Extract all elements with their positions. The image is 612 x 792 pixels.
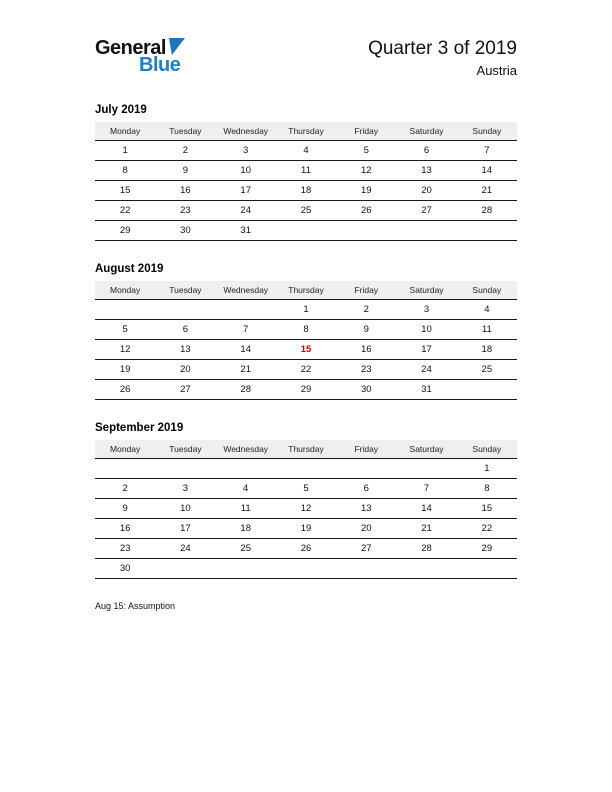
day-cell: 28 <box>396 539 456 559</box>
empty-day-cell <box>95 459 155 479</box>
week-row <box>95 161 517 181</box>
day-cell: 4 <box>457 300 517 320</box>
day-cell: 17 <box>155 519 215 539</box>
title-block <box>368 38 517 78</box>
day-cell: 30 <box>155 221 215 241</box>
weekday-header: Monday <box>95 122 155 141</box>
day-cell: 13 <box>155 340 215 360</box>
weekday-header: Sunday <box>457 440 517 459</box>
day-cell: 22 <box>276 360 336 380</box>
day-cell: 1 <box>457 459 517 479</box>
empty-day-cell <box>336 221 396 241</box>
day-cell: 2 <box>95 479 155 499</box>
week-row <box>95 360 517 380</box>
general-blue-logo <box>95 38 185 75</box>
day-cell: 26 <box>336 201 396 221</box>
empty-day-cell <box>276 559 336 579</box>
weekday-header: Friday <box>336 440 396 459</box>
day-cell: 11 <box>216 499 276 519</box>
empty-day-cell <box>396 221 456 241</box>
week-row <box>95 141 517 161</box>
day-cell: 6 <box>155 320 215 340</box>
weekday-header: Saturday <box>396 281 456 300</box>
month-title: July 2019 <box>95 104 147 116</box>
day-cell: 18 <box>457 340 517 360</box>
day-cell: 16 <box>95 519 155 539</box>
day-cell: 15 <box>276 340 336 360</box>
day-cell: 31 <box>396 380 456 400</box>
day-cell: 30 <box>95 559 155 579</box>
empty-day-cell <box>216 300 276 320</box>
month-section-august <box>95 263 517 400</box>
day-cell: 29 <box>457 539 517 559</box>
empty-day-cell <box>155 300 215 320</box>
day-cell: 31 <box>216 221 276 241</box>
month-section-september <box>95 422 517 579</box>
weekday-header-row <box>95 440 517 459</box>
day-cell: 13 <box>336 499 396 519</box>
day-cell: 18 <box>276 181 336 201</box>
day-cell: 7 <box>396 479 456 499</box>
day-cell: 6 <box>336 479 396 499</box>
page-header <box>95 38 517 78</box>
day-cell: 3 <box>396 300 456 320</box>
day-cell: 22 <box>95 201 155 221</box>
week-row <box>95 459 517 479</box>
weekday-header: Friday <box>336 281 396 300</box>
day-cell: 26 <box>276 539 336 559</box>
day-cell: 10 <box>396 320 456 340</box>
week-row <box>95 519 517 539</box>
day-cell: 25 <box>457 360 517 380</box>
day-cell: 21 <box>457 181 517 201</box>
logo-text-general: General <box>95 37 166 59</box>
month-title: August 2019 <box>95 263 164 275</box>
empty-day-cell <box>336 459 396 479</box>
weekday-header: Wednesday <box>216 122 276 141</box>
logo-text-blue: Blue <box>139 54 181 76</box>
empty-day-cell <box>276 459 336 479</box>
weekday-header-row <box>95 281 517 300</box>
day-cell: 5 <box>276 479 336 499</box>
week-row <box>95 320 517 340</box>
day-cell: 25 <box>276 201 336 221</box>
empty-day-cell <box>336 559 396 579</box>
day-cell: 5 <box>95 320 155 340</box>
day-cell: 27 <box>336 539 396 559</box>
day-cell: 23 <box>155 201 215 221</box>
day-cell: 24 <box>155 539 215 559</box>
day-cell: 20 <box>336 519 396 539</box>
empty-day-cell <box>457 221 517 241</box>
day-cell: 30 <box>336 380 396 400</box>
day-cell: 12 <box>276 499 336 519</box>
day-cell: 19 <box>95 360 155 380</box>
week-row <box>95 181 517 201</box>
day-cell: 9 <box>95 499 155 519</box>
day-cell: 1 <box>95 141 155 161</box>
day-cell: 10 <box>155 499 215 519</box>
weekday-header: Tuesday <box>155 122 215 141</box>
month-table-september <box>95 440 517 579</box>
empty-day-cell <box>155 559 215 579</box>
day-cell: 7 <box>216 320 276 340</box>
holiday-footnote: Aug 15: Assumption <box>95 601 176 611</box>
week-row <box>95 479 517 499</box>
weekday-header: Sunday <box>457 281 517 300</box>
day-cell: 5 <box>336 141 396 161</box>
day-cell: 3 <box>216 141 276 161</box>
weekday-header: Saturday <box>396 440 456 459</box>
month-section-july <box>95 104 517 241</box>
day-cell: 17 <box>216 181 276 201</box>
day-cell: 6 <box>396 141 456 161</box>
day-cell: 11 <box>457 320 517 340</box>
day-cell: 25 <box>216 539 276 559</box>
day-cell: 9 <box>336 320 396 340</box>
empty-day-cell <box>396 459 456 479</box>
day-cell: 9 <box>155 161 215 181</box>
month-table-july <box>95 122 517 241</box>
day-cell: 14 <box>216 340 276 360</box>
day-cell: 19 <box>336 181 396 201</box>
day-cell: 8 <box>95 161 155 181</box>
month-title: September 2019 <box>95 422 184 434</box>
weekday-header: Monday <box>95 440 155 459</box>
logo-flag-icon <box>169 38 185 55</box>
weekday-header-row <box>95 122 517 141</box>
day-cell: 8 <box>457 479 517 499</box>
weekday-header: Wednesday <box>216 440 276 459</box>
day-cell: 2 <box>336 300 396 320</box>
week-row <box>95 300 517 320</box>
month-table-august <box>95 281 517 400</box>
day-cell: 19 <box>276 519 336 539</box>
week-row <box>95 221 517 241</box>
empty-day-cell <box>95 300 155 320</box>
day-cell: 14 <box>457 161 517 181</box>
day-cell: 12 <box>95 340 155 360</box>
week-row <box>95 340 517 360</box>
weekday-header: Tuesday <box>155 281 215 300</box>
weekday-header: Sunday <box>457 122 517 141</box>
day-cell: 13 <box>396 161 456 181</box>
day-cell: 26 <box>95 380 155 400</box>
day-cell: 12 <box>336 161 396 181</box>
week-row <box>95 559 517 579</box>
day-cell: 15 <box>457 499 517 519</box>
day-cell: 17 <box>396 340 456 360</box>
page-subtitle: Austria <box>476 63 517 78</box>
day-cell: 29 <box>95 221 155 241</box>
day-cell: 28 <box>216 380 276 400</box>
day-cell: 22 <box>457 519 517 539</box>
empty-day-cell <box>457 559 517 579</box>
day-cell: 4 <box>216 479 276 499</box>
day-cell: 27 <box>396 201 456 221</box>
day-cell: 10 <box>216 161 276 181</box>
week-row <box>95 499 517 519</box>
week-row <box>95 201 517 221</box>
day-cell: 20 <box>155 360 215 380</box>
day-cell: 16 <box>155 181 215 201</box>
empty-day-cell <box>457 380 517 400</box>
empty-day-cell <box>216 459 276 479</box>
day-cell: 14 <box>396 499 456 519</box>
day-cell: 23 <box>95 539 155 559</box>
day-cell: 21 <box>396 519 456 539</box>
day-cell: 20 <box>396 181 456 201</box>
day-cell: 2 <box>155 141 215 161</box>
page-title: Quarter 3 of 2019 <box>368 38 517 59</box>
weekday-header: Tuesday <box>155 440 215 459</box>
day-cell: 18 <box>216 519 276 539</box>
day-cell: 16 <box>336 340 396 360</box>
weekday-header: Thursday <box>276 440 336 459</box>
empty-day-cell <box>216 559 276 579</box>
day-cell: 21 <box>216 360 276 380</box>
day-cell: 1 <box>276 300 336 320</box>
weekday-header: Saturday <box>396 122 456 141</box>
day-cell: 15 <box>95 181 155 201</box>
weekday-header: Thursday <box>276 281 336 300</box>
day-cell: 4 <box>276 141 336 161</box>
day-cell: 24 <box>396 360 456 380</box>
week-row <box>95 539 517 559</box>
day-cell: 11 <box>276 161 336 181</box>
day-cell: 24 <box>216 201 276 221</box>
day-cell: 7 <box>457 141 517 161</box>
weekday-header: Friday <box>336 122 396 141</box>
weekday-header: Wednesday <box>216 281 276 300</box>
day-cell: 28 <box>457 201 517 221</box>
day-cell: 27 <box>155 380 215 400</box>
weekday-header: Thursday <box>276 122 336 141</box>
empty-day-cell <box>276 221 336 241</box>
day-cell: 23 <box>336 360 396 380</box>
weekday-header: Monday <box>95 281 155 300</box>
week-row <box>95 380 517 400</box>
empty-day-cell <box>155 459 215 479</box>
day-cell: 3 <box>155 479 215 499</box>
day-cell: 8 <box>276 320 336 340</box>
empty-day-cell <box>396 559 456 579</box>
day-cell: 29 <box>276 380 336 400</box>
